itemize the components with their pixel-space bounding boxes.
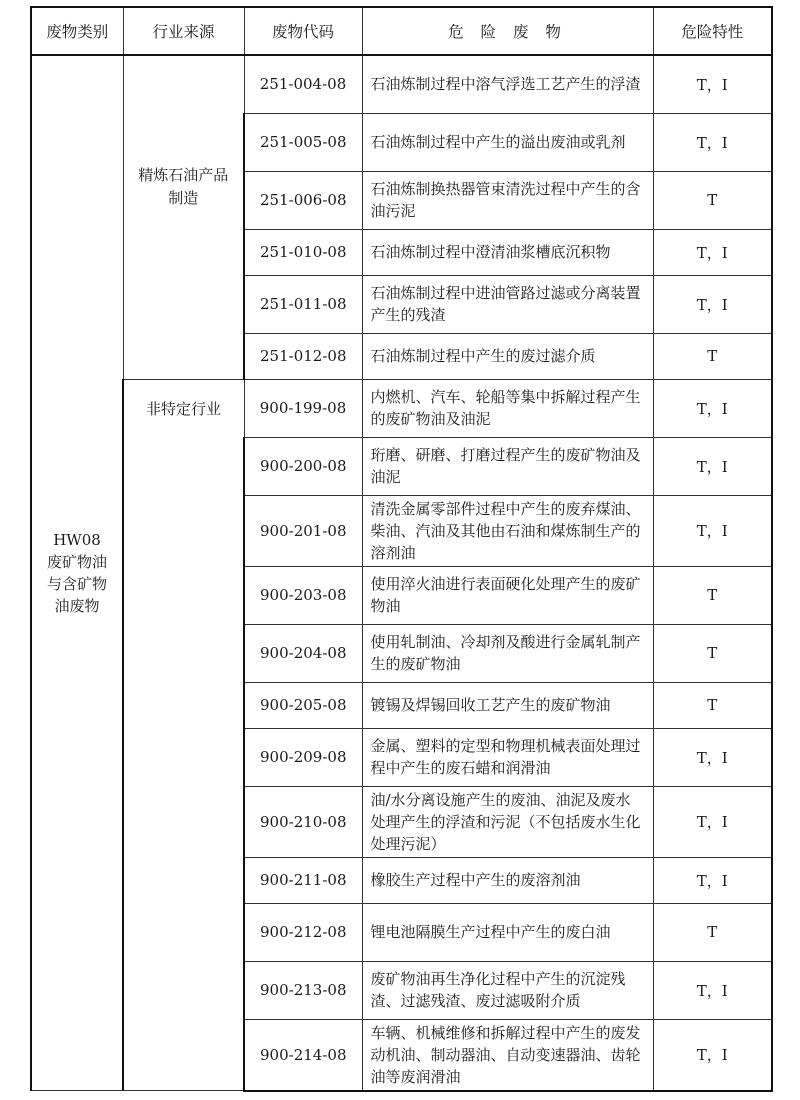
hazard-property-cell: T，I [653, 275, 772, 333]
waste-description-cell: 石油炼制换热器管束清洗过程中产生的含油污泥 [362, 171, 653, 229]
waste-code-cell: 900-205-08 [244, 682, 362, 728]
waste-description-cell: 石油炼制过程中澄清油浆槽底沉积物 [362, 229, 653, 275]
hazard-property-cell: T，I [653, 437, 772, 495]
category-code: HW08 [53, 531, 101, 549]
waste-code-cell: 251-010-08 [244, 229, 362, 275]
waste-description-cell: 橡胶生产过程中产生的废溶剂油 [362, 857, 653, 903]
table-row [31, 379, 772, 437]
industry-source-cell: 精炼石油产品制造 [123, 55, 244, 379]
waste-code-cell: 251-004-08 [244, 55, 362, 113]
header-row [31, 7, 772, 55]
waste-code-cell: 900-201-08 [244, 495, 362, 566]
hazard-property-cell: T，I [653, 1019, 772, 1091]
waste-description-cell: 锂电池隔膜生产过程中产生的废白油 [362, 903, 653, 961]
waste-code-cell: 251-012-08 [244, 333, 362, 379]
waste-code-cell: 900-214-08 [244, 1019, 362, 1091]
hazard-property-cell: T，I [653, 961, 772, 1019]
hazard-property-cell: T [653, 171, 772, 229]
hazard-property-cell: T，I [653, 229, 772, 275]
waste-description-cell: 珩磨、研磨、打磨过程产生的废矿物油及油泥 [362, 437, 653, 495]
waste-code-cell: 900-200-08 [244, 437, 362, 495]
hazard-property-cell: T，I [653, 728, 772, 786]
waste-code-cell: 900-204-08 [244, 624, 362, 682]
waste-description-cell: 使用轧制油、冷却剂及酸进行金属轧制产生的废矿物油 [362, 624, 653, 682]
waste-code-cell: 251-006-08 [244, 171, 362, 229]
waste-description-cell: 石油炼制过程中产生的废过滤介质 [362, 333, 653, 379]
waste-description-cell: 金属、塑料的定型和物理机械表面处理过程中产生的废石蜡和润滑油 [362, 728, 653, 786]
waste-description-cell: 油/水分离设施产生的废油、油泥及废水处理产生的浮渣和污泥（不包括废水生化处理污泥） [362, 786, 653, 857]
header-source: 行业来源 [123, 7, 244, 55]
waste-description-cell: 清洗金属零部件过程中产生的废弃煤油、柴油、汽油及其他由石油和煤炼制生产的溶剂油 [362, 495, 653, 566]
waste-code-cell: 900-212-08 [244, 903, 362, 961]
header-hazard: 危 险 废 物 [362, 7, 653, 55]
hazard-property-cell: T，I [653, 55, 772, 113]
hazard-property-cell: T [653, 333, 772, 379]
hazard-property-cell: T [653, 566, 772, 624]
waste-code-cell: 251-005-08 [244, 113, 362, 171]
waste-code-cell: 900-213-08 [244, 961, 362, 1019]
table-body [31, 55, 772, 1091]
waste-code-cell: 900-203-08 [244, 566, 362, 624]
waste-code-cell: 900-209-08 [244, 728, 362, 786]
hazard-property-cell: T，I [653, 379, 772, 437]
waste-description-cell: 车辆、机械维修和拆解过程中产生的废发动机油、制动器油、自动变速器油、齿轮油等废润滑油 [362, 1019, 653, 1091]
waste-description-cell: 石油炼制过程中进油管路过滤或分离装置产生的残渣 [362, 275, 653, 333]
waste-description-cell: 使用淬火油进行表面硬化处理产生的废矿物油 [362, 566, 653, 624]
hazard-property-cell: T [653, 903, 772, 961]
waste-code-cell: 900-211-08 [244, 857, 362, 903]
waste-code-cell: 900-199-08 [244, 379, 362, 437]
header-property: 危险特性 [653, 7, 772, 55]
waste-description-cell: 镀锡及焊锡回收工艺产生的废矿物油 [362, 682, 653, 728]
waste-description-cell: 石油炼制过程中产生的溢出废油或乳剂 [362, 113, 653, 171]
waste-description-cell: 内燃机、汽车、轮船等集中拆解过程产生的废矿物油及油泥 [362, 379, 653, 437]
category-name: 废矿物油与含矿物油废物 [46, 553, 107, 615]
hazard-property-cell: T，I [653, 786, 772, 857]
hazard-property-cell: T，I [653, 495, 772, 566]
hazardous-waste-table [30, 6, 773, 1092]
industry-source-cell: 非特定行业 [123, 379, 244, 1091]
hazard-property-cell: T [653, 682, 772, 728]
header-category: 废物类别 [31, 7, 123, 55]
hazard-property-cell: T，I [653, 113, 772, 171]
waste-description-cell: 废矿物油再生净化过程中产生的沉淀残渣、过滤残渣、废过滤吸附介质 [362, 961, 653, 1019]
waste-code-cell: 900-210-08 [244, 786, 362, 857]
hazard-property-cell: T [653, 624, 772, 682]
table-row [31, 55, 772, 113]
waste-code-cell: 251-011-08 [244, 275, 362, 333]
header-code: 废物代码 [244, 7, 362, 55]
hazard-property-cell: T，I [653, 857, 772, 903]
waste-description-cell: 石油炼制过程中溶气浮选工艺产生的浮渣 [362, 55, 653, 113]
category-cell [31, 55, 123, 1091]
